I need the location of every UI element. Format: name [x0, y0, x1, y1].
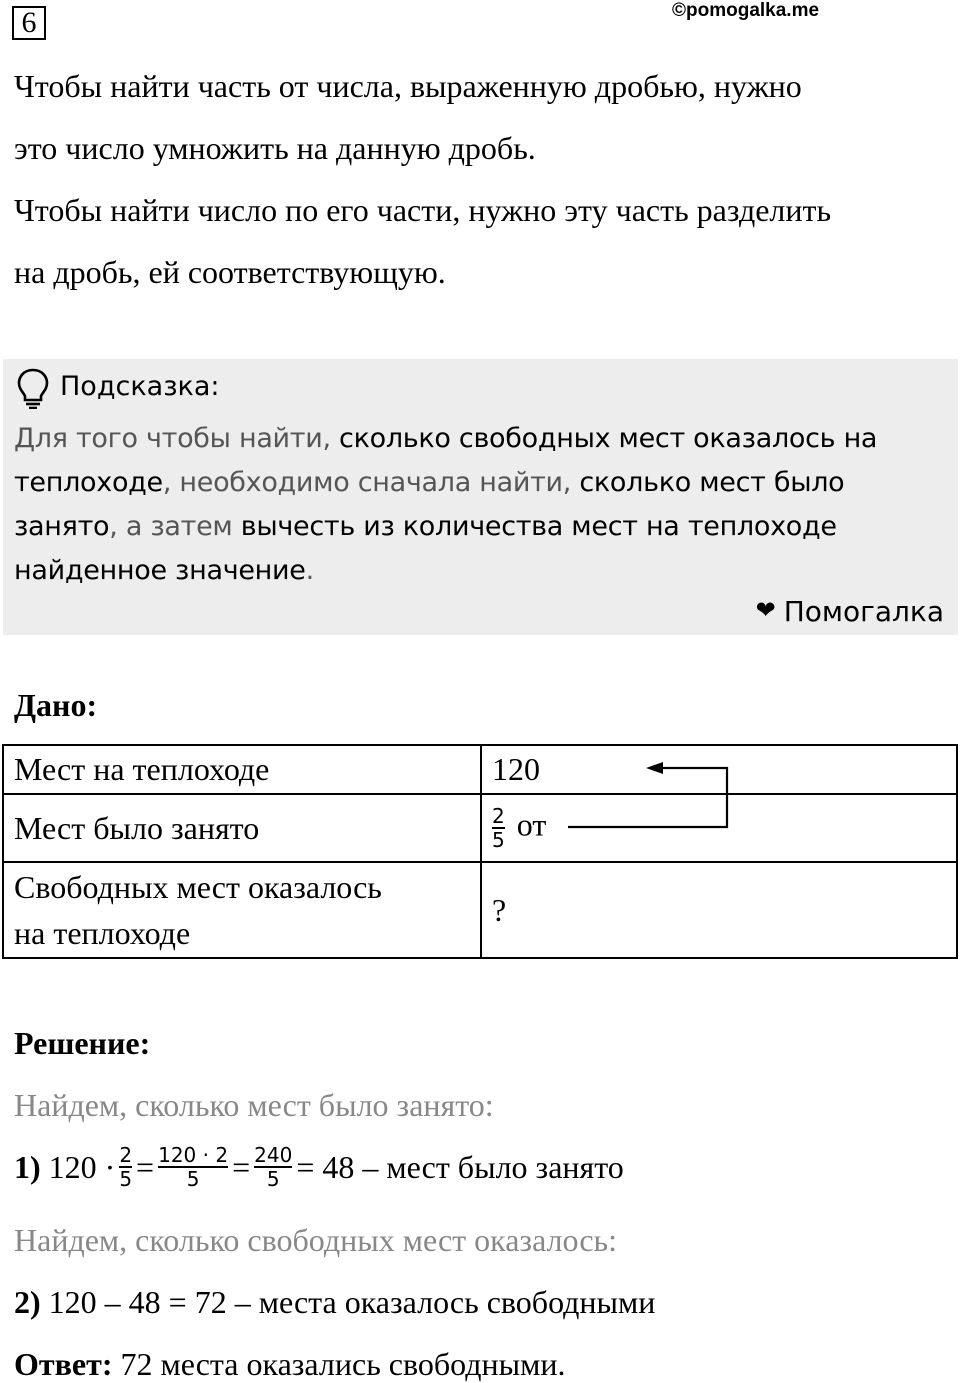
- relation-arrow: [560, 752, 740, 842]
- given-name: Свободных мест оказалось на теплоходе: [3, 862, 481, 958]
- lightbulb-icon: [15, 367, 51, 409]
- hint-box: [3, 359, 958, 635]
- answer-line: Ответ: 72 места оказались свободными.: [14, 1346, 566, 1382]
- fraction: $\frac{240}{5}$: [254, 1143, 293, 1191]
- rule-line-1: Чтобы найти часть от числа, выраженную дробью, нужно: [14, 68, 802, 104]
- heart-icon: ❤: [755, 596, 776, 624]
- rule-line-2: это число умножить на данную дробь.: [14, 130, 536, 166]
- fraction: $\frac{120 \cdot 2}{5}$: [158, 1143, 229, 1191]
- step1-comment: Найдем, сколько мест было занято:: [14, 1087, 494, 1123]
- fraction: $\frac{2}{5}$: [119, 1143, 133, 1191]
- solution-label: Решение:: [14, 1025, 151, 1061]
- table-row: [3, 862, 957, 958]
- fraction: $\frac{2}{5}$: [492, 804, 505, 852]
- given-value: 120: [481, 745, 957, 794]
- step2-line: 2) 120 – 48 = 72 – места оказалось свободными: [14, 1284, 656, 1320]
- given-value: $\frac{2}{5}$ от: [481, 794, 957, 862]
- step2-comment: Найдем, сколько свободных мест оказалось:: [14, 1222, 617, 1258]
- rule-line-4: на дробь, ей соответствующую.: [14, 254, 446, 290]
- hint-signature: ❤ Помогалка: [755, 595, 944, 628]
- given-name: Мест было занято: [3, 794, 481, 862]
- hint-title: Подсказка:: [60, 371, 220, 402]
- task-number: 6: [12, 6, 46, 40]
- hint-text: Для того чтобы найти, сколько свободных мест оказалось на теплоходе, необходимо сначала найти, сколько мест было занято, а затем вычесть из количества мест на теплоходе найденное значение.: [14, 423, 878, 586]
- rule-line-3: Чтобы найти число по его части, нужно эту часть разделить: [14, 192, 832, 228]
- step1-line: 1) 120 · $\frac{2}{5}$ = $\frac{120 \cdot 2}{5}$ = $\frac{240}{5}$ = 48 – мест было занято: [14, 1143, 624, 1191]
- given-value: ?: [481, 862, 957, 958]
- given-label: Дано:: [14, 687, 98, 723]
- given-name: Мест на теплоходе: [3, 745, 481, 794]
- site-watermark: ©pomogalka.me: [672, 0, 820, 21]
- given-table: [2, 744, 958, 959]
- table-row: [3, 794, 957, 862]
- table-row: [3, 745, 957, 794]
